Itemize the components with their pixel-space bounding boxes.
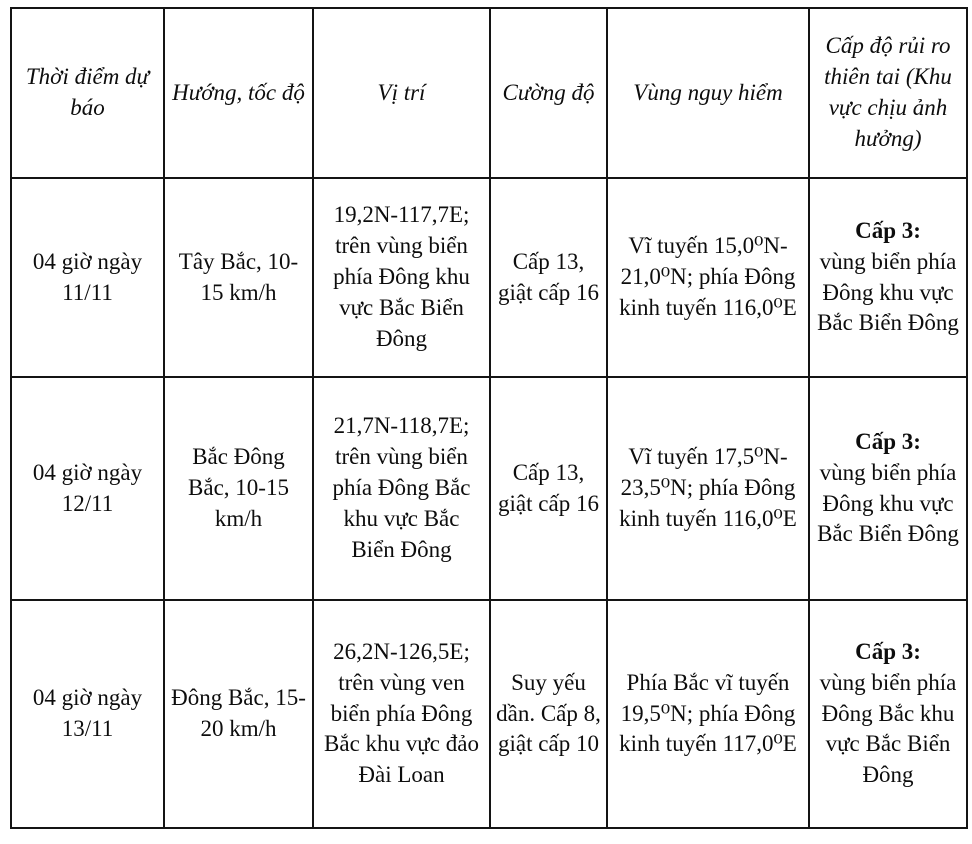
cell-direction-speed: Bắc Đông Bắc, 10-15 km/h [164, 377, 313, 600]
storm-forecast-table [10, 7, 968, 829]
table-row [11, 178, 967, 377]
cell-position: 19,2N-117,7E; trên vùng biển phía Đông khu vực Bắc Biển Đông [313, 178, 490, 377]
cell-risk [809, 178, 967, 377]
cell-direction-speed: Đông Bắc, 15-20 km/h [164, 600, 313, 828]
cell-time: 04 giờ ngày 11/11 [11, 178, 164, 377]
cell-intensity: Suy yếu dần. Cấp 8, giật cấp 10 [490, 600, 607, 828]
cell-direction-speed: Tây Bắc, 10-15 km/h [164, 178, 313, 377]
risk-area-text: vùng biển phía Đông khu vực Bắc Biển Đông [817, 459, 959, 547]
cell-time: 04 giờ ngày 13/11 [11, 600, 164, 828]
risk-level-label: Cấp 3: [855, 428, 921, 454]
cell-danger-zone: Vĩ tuyến 17,5⁰N-23,5⁰N; phía Đông kinh tuyến 116,0⁰E [607, 377, 809, 600]
cell-intensity: Cấp 13, giật cấp 16 [490, 178, 607, 377]
cell-danger-zone: Vĩ tuyến 15,0⁰N-21,0⁰N; phía Đông kinh tuyến 116,0⁰E [607, 178, 809, 377]
header-position: Vị trí [313, 8, 490, 178]
risk-level-label: Cấp 3: [855, 217, 921, 243]
cell-position: 26,2N-126,5E; trên vùng ven biển phía Đông Bắc khu vực đảo Đài Loan [313, 600, 490, 828]
header-intensity: Cường độ [490, 8, 607, 178]
cell-risk [809, 377, 967, 600]
header-direction-speed: Hướng, tốc độ [164, 8, 313, 178]
cell-danger-zone: Phía Bắc vĩ tuyến 19,5⁰N; phía Đông kinh tuyến 117,0⁰E [607, 600, 809, 828]
table-row [11, 377, 967, 600]
header-forecast-time: Thời điểm dự báo [11, 8, 164, 178]
cell-risk [809, 600, 967, 828]
risk-area-text: vùng biển phía Đông khu vực Bắc Biển Đông [817, 248, 959, 336]
header-risk-level: Cấp độ rủi ro thiên tai (Khu vực chịu ảnh hưởng) [809, 8, 967, 178]
header-danger-zone: Vùng nguy hiểm [607, 8, 809, 178]
cell-intensity: Cấp 13, giật cấp 16 [490, 377, 607, 600]
cell-position: 21,7N-118,7E; trên vùng biển phía Đông Bắc khu vực Bắc Biển Đông [313, 377, 490, 600]
table-row [11, 600, 967, 828]
table-header-row [11, 8, 967, 178]
risk-area-text: vùng biển phía Đông Bắc khu vực Bắc Biển Đông [819, 669, 957, 788]
risk-level-label: Cấp 3: [855, 638, 921, 664]
cell-time: 04 giờ ngày 12/11 [11, 377, 164, 600]
